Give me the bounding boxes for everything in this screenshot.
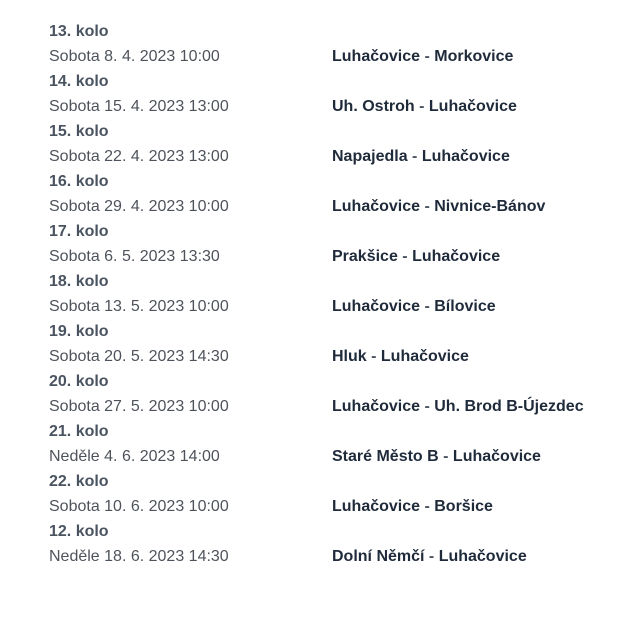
round-label: 15. kolo (49, 123, 109, 140)
match-date: Sobota 6. 5. 2023 13:30 (49, 248, 220, 265)
match-date: Sobota 13. 5. 2023 10:00 (49, 298, 229, 315)
team-separator: - (420, 198, 435, 215)
away-team: Luhačovice (428, 98, 517, 115)
match-date: Neděle 18. 6. 2023 14:30 (49, 548, 229, 565)
round-label: 16. kolo (49, 173, 109, 190)
away-team: Boršice (434, 498, 493, 515)
round-item (49, 469, 609, 519)
team-separator: - (420, 498, 435, 515)
match-date: Neděle 4. 6. 2023 14:00 (49, 448, 220, 465)
match-teams (332, 444, 541, 469)
home-team: Dolní Němčí (332, 548, 425, 565)
team-separator: - (407, 148, 422, 165)
match-schedule (49, 19, 609, 569)
away-team: Morkovice (434, 48, 514, 65)
round-label: 21. kolo (49, 423, 109, 440)
match-date: Sobota 29. 4. 2023 10:00 (49, 198, 229, 215)
match-line (49, 94, 609, 119)
round-label: 14. kolo (49, 73, 109, 90)
round-item (49, 169, 609, 219)
away-team: Luhačovice (452, 448, 541, 465)
home-team: Luhačovice (332, 498, 421, 515)
match-line (49, 444, 609, 469)
match-date: Sobota 27. 5. 2023 10:00 (49, 398, 229, 415)
match-line (49, 294, 609, 319)
match-line (49, 44, 609, 69)
round-item (49, 219, 609, 269)
match-line (49, 244, 609, 269)
away-team: Luhačovice (438, 548, 527, 565)
match-teams (332, 244, 500, 269)
away-team: Bílovice (434, 298, 496, 315)
match-teams (332, 494, 493, 519)
round-item (49, 519, 609, 569)
match-teams (332, 194, 545, 219)
round-label: 22. kolo (49, 473, 109, 490)
team-separator: - (397, 248, 413, 265)
home-team: Luhačovice (332, 398, 421, 415)
match-teams (332, 44, 513, 69)
home-team: Napajedla (332, 148, 408, 165)
round-item (49, 119, 609, 169)
match-line (49, 394, 609, 419)
match-date: Sobota 15. 4. 2023 13:00 (49, 98, 229, 115)
round-label: 13. kolo (49, 23, 109, 40)
match-teams (332, 294, 496, 319)
away-team: Nivnice-Bánov (434, 198, 546, 215)
match-teams (332, 344, 469, 369)
round-label: 18. kolo (49, 273, 109, 290)
team-separator: - (424, 548, 439, 565)
round-item (49, 19, 609, 69)
match-line (49, 344, 609, 369)
team-separator: - (438, 448, 453, 465)
away-team: Luhačovice (421, 148, 510, 165)
match-date: Sobota 8. 4. 2023 10:00 (49, 48, 220, 65)
home-team: Prakšice (332, 248, 398, 265)
home-team: Luhačovice (332, 48, 421, 65)
round-item (49, 69, 609, 119)
match-date: Sobota 22. 4. 2023 13:00 (49, 148, 229, 165)
home-team: Uh. Ostroh (332, 98, 415, 115)
match-teams (332, 94, 517, 119)
match-date: Sobota 10. 6. 2023 10:00 (49, 498, 229, 515)
team-separator: - (420, 48, 435, 65)
round-item (49, 319, 609, 369)
match-line (49, 494, 609, 519)
team-separator: - (414, 98, 429, 115)
team-separator: - (366, 348, 381, 365)
home-team: Hluk (332, 348, 367, 365)
away-team: Luhačovice (412, 248, 501, 265)
round-label: 20. kolo (49, 373, 109, 390)
match-line (49, 144, 609, 169)
match-line (49, 544, 609, 569)
round-label: 17. kolo (49, 223, 109, 240)
round-label: 12. kolo (49, 523, 109, 540)
home-team: Luhačovice (332, 298, 421, 315)
match-teams (332, 544, 527, 569)
round-item (49, 419, 609, 469)
away-team: Luhačovice (380, 348, 469, 365)
match-date: Sobota 20. 5. 2023 14:30 (49, 348, 229, 365)
away-team: Uh. Brod B-Újezdec (434, 398, 584, 415)
match-teams (332, 144, 510, 169)
home-team: Staré Město B (332, 448, 439, 465)
team-separator: - (420, 398, 435, 415)
match-line (49, 194, 609, 219)
team-separator: - (420, 298, 435, 315)
round-item (49, 369, 609, 419)
round-item (49, 269, 609, 319)
round-label: 19. kolo (49, 323, 109, 340)
home-team: Luhačovice (332, 198, 421, 215)
match-teams (332, 394, 584, 419)
